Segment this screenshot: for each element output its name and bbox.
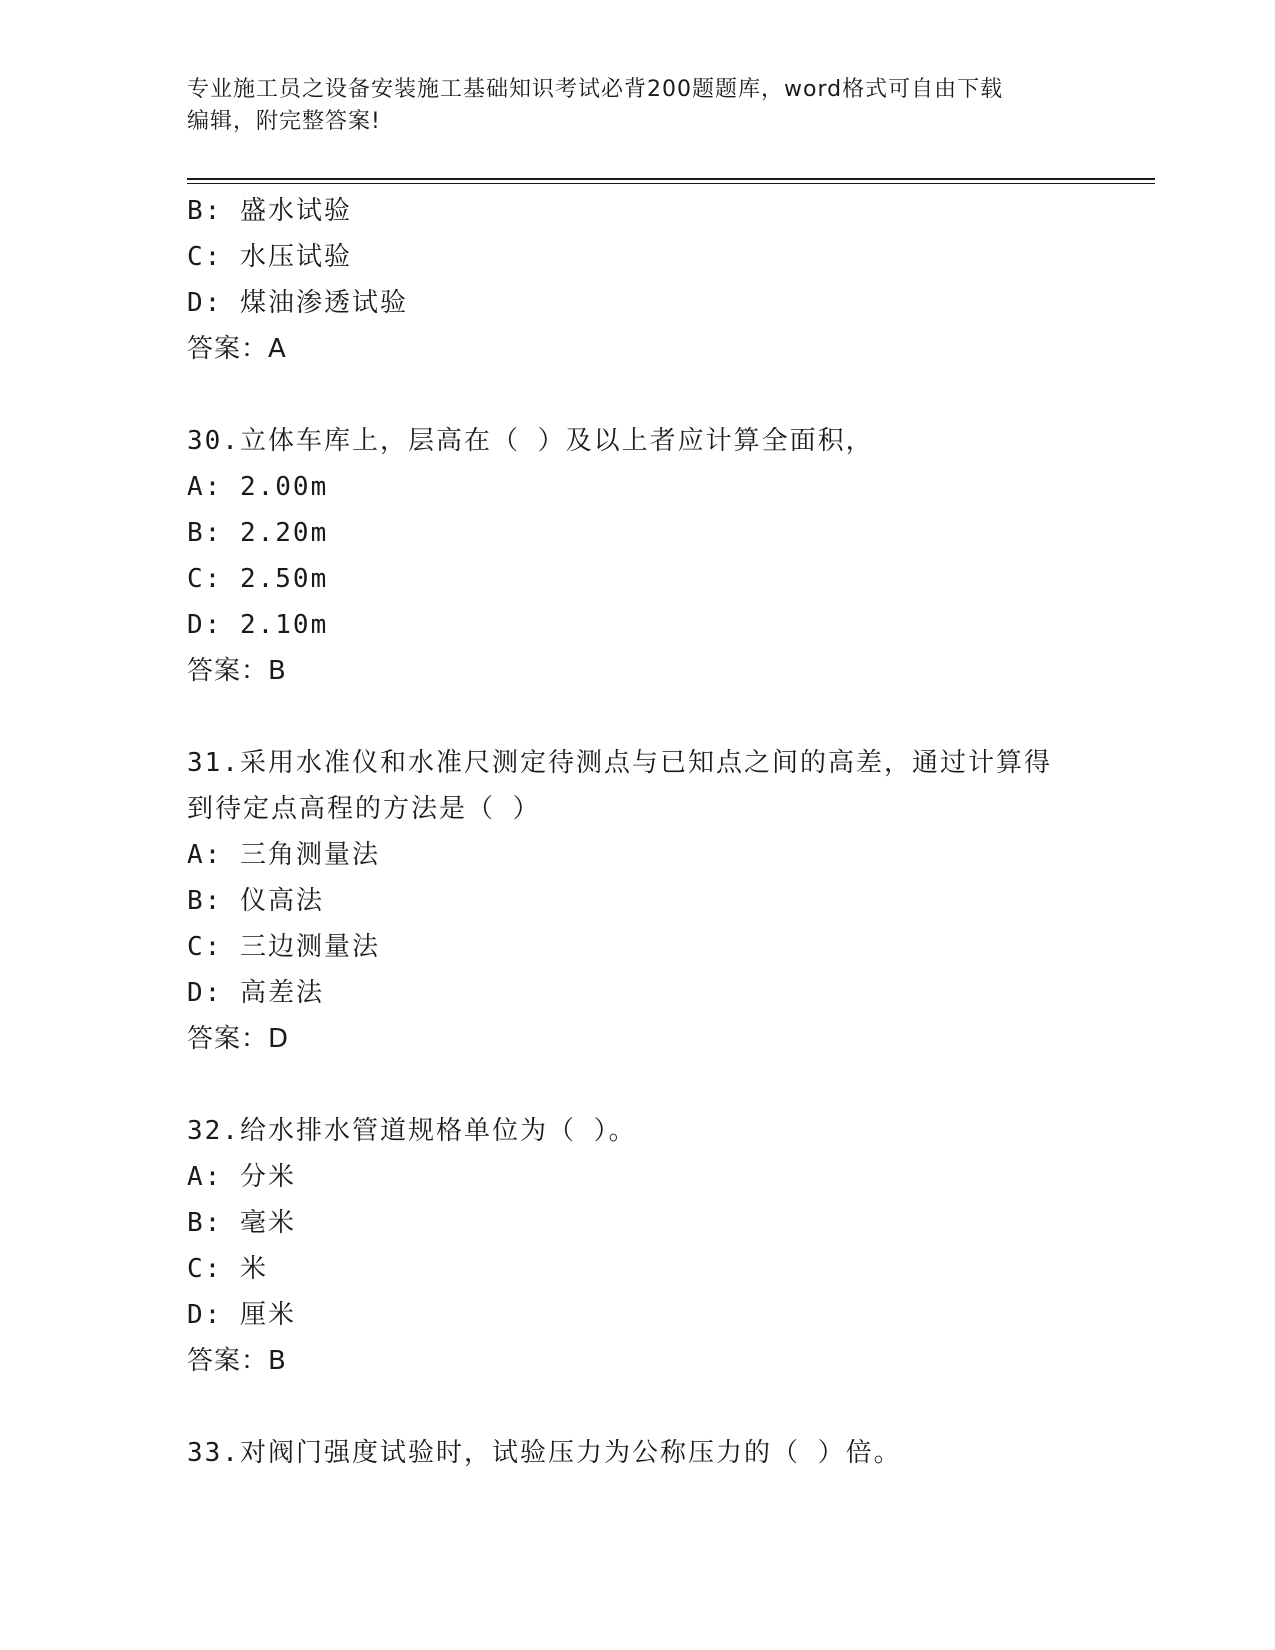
option-c: C: 三边测量法: [187, 932, 380, 962]
question-text: 33.对阀门强度试验时，试验压力为公称压力的（ ）倍。: [187, 1438, 902, 1468]
header-line-1: 专业施工员之设备安装施工基础知识考试必背200题题库，word格式可自由下载: [187, 77, 1004, 102]
answer-line: 答案：B: [187, 656, 287, 686]
question-32: [187, 1108, 1087, 1384]
spacer: [187, 694, 1087, 740]
option-a: A: 2.00m: [187, 472, 329, 502]
spacer: [187, 372, 1087, 418]
option-b: B: 仪高法: [187, 886, 324, 916]
option-d: D: 煤油渗透试验: [187, 288, 408, 318]
spacer: [187, 1384, 1087, 1430]
option-d: D: 厘米: [187, 1300, 296, 1330]
answer-line: 答案：A: [187, 334, 287, 364]
option-a: A: 三角测量法: [187, 840, 380, 870]
question-text-continued: 到待定点高程的方法是（ ）: [187, 794, 541, 824]
question-text: 30.立体车库上，层高在（ ）及以上者应计算全面积，: [187, 426, 874, 456]
answer-line: 答案：B: [187, 1346, 287, 1376]
header-divider-thick: [187, 178, 1155, 180]
option-d: D: 高差法: [187, 978, 324, 1008]
question-33: [187, 1430, 1087, 1476]
question-list: [187, 188, 1087, 1476]
option-b: B: 2.20m: [187, 518, 329, 548]
document-header: [187, 74, 1087, 138]
header-divider-thin: [187, 183, 1155, 184]
question-31: [187, 740, 1087, 1062]
option-b: B: 毫米: [187, 1208, 296, 1238]
question-text: 31.采用水准仪和水准尺测定待测点与已知点之间的高差，通过计算得: [187, 748, 1052, 778]
option-a: A: 分米: [187, 1162, 296, 1192]
option-c: C: 水压试验: [187, 242, 352, 272]
option-d: D: 2.10m: [187, 610, 329, 640]
question-30: [187, 418, 1087, 694]
header-line-2: 编辑，附完整答案!: [187, 109, 381, 134]
carryover-block: [187, 188, 1087, 372]
question-text: 32.给水排水管道规格单位为（ ）。: [187, 1116, 637, 1146]
option-c: C: 米: [187, 1254, 268, 1284]
answer-line: 答案：D: [187, 1024, 290, 1054]
option-b: B: 盛水试验: [187, 196, 352, 226]
spacer: [187, 1062, 1087, 1108]
option-c: C: 2.50m: [187, 564, 329, 594]
